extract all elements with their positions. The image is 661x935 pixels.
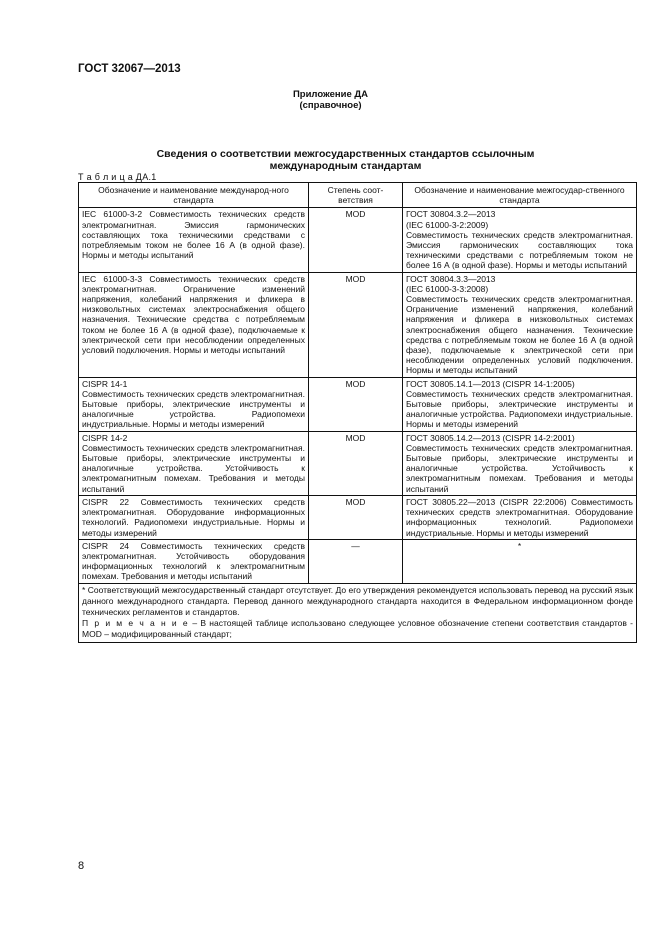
table-label: Т а б л и ц а ДА.1 [78,172,157,182]
national-ref: (IEC 61000-3-2:2009) [406,219,489,230]
note-text: – В настоящей таблице использовано следующее условное обозначение степени соответствия стандартов - MOD – модифицированный стандарт; [82,618,633,640]
document-code: ГОСТ 32067—2013 [78,63,181,75]
intl-text: Совместимость технических средств электромагнитная. Бытовые приборы, электрические инструменты и аналогичные устройства. Устойчивость к электромагнитным помехам. Требования и методы испытаний [82,442,305,494]
degree-cell: MOD [309,495,403,539]
intl-code: CISPR 14-1 [82,378,128,389]
note [82,618,633,640]
national-code: ГОСТ 30804.3.3—2013 [406,273,496,284]
degree-cell: — [309,539,403,583]
section-title-line1: Сведения о соответствии межгосударственных стандартов ссылочным [156,148,535,160]
table-footnote-row [79,583,637,642]
table-header-row [79,183,637,208]
national-text: Совместимость технических средств электромагнитная. Ограничение изменений напряжения, колебаний напряжения и фликера в низковольтных системах электроснабжения общего назначения. Технические средства с потребляемым током не более 16 А (в одной фазе), подключаемые к электрической сети при несоблюдении определенных условий подключения. Нормы и методы испытаний [406,294,633,376]
national-code: ГОСТ 30805.14.1—2013 (CISPR 14-1:2005) [406,378,575,389]
intl-text: Совместимость технических средств электромагнитная. Бытовые приборы, электрические инструменты и аналогичные устройства. Радиопомехи индустриальные. Нормы и методы измерений [82,388,305,430]
national-standard-cell [403,431,637,495]
national-standard-cell [403,272,637,377]
national-standard-cell [403,208,637,272]
table-row [79,272,637,377]
degree-cell: MOD [309,272,403,377]
appendix-subtitle: (справочное) [299,100,362,111]
table-row [79,377,637,431]
national-standard-cell: * [403,539,637,583]
section-title [0,148,661,172]
table-row [79,431,637,495]
intl-standard-cell [79,431,309,495]
column-header-degree: Степень соот-ветствия [309,183,403,208]
table-row [79,539,637,583]
standards-table [78,182,637,643]
intl-code: CISPR 14-2 [82,432,128,443]
table-footnote-cell [79,583,637,642]
degree-cell: MOD [309,208,403,272]
column-header-national: Обозначение и наименование межгосудар-ственного стандарта [403,183,637,208]
national-text: Совместимость технических средств электромагнитная. Бытовые приборы, электрические инструменты и аналогичные устройства. Устойчивость к электромагнитным помехам. Требования и методы испытаний [406,442,633,494]
intl-standard-cell: CISPR 24 Совместимость технических средств электромагнитная. Устойчивость оборудования информационных технологий к электромагнитным помехам. Требования и методы испытаний [79,539,309,583]
appendix-title: Приложение ДА [292,89,369,100]
appendix-heading [0,89,661,111]
table-row [79,208,637,272]
note-label: П р и м е ч а н и е [82,618,190,629]
national-code: ГОСТ 30804.3.2—2013 [406,209,496,220]
national-standard-cell [403,377,637,431]
page-number: 8 [78,860,85,872]
national-text: Совместимость технических средств электромагнитная. Эмиссия гармонических составляющих тока техническими средствами с потребляемым током не более 16 А (в одной фазе). Нормы и методы испытаний [406,229,633,271]
national-standard-cell: ГОСТ 30805.22—2013 (CISPR 22:2006) Совместимость технических средств электромагнитная. Оборудование информационных технологий. Радиопомехи индустриальные. Нормы и методы измерений [403,495,637,539]
intl-standard-cell: IEC 61000-3-3 Совместимость технических средств электромагнитная. Ограничение изменений напряжения, колебаний напряжения и фликера в низковольтных системах электроснабжения общего назначения. Технические средства с потребляемым током не более 16 А (в одной фазе), подключаемые к электрической сети при несоблюдении определенных условий подключения. Нормы и методы испытаний [79,272,309,377]
degree-cell: MOD [309,431,403,495]
intl-standard-cell [79,377,309,431]
intl-standard-cell: CISPR 22 Совместимость технических средств электромагнитная. Оборудование информационных технологий. Радиопомехи индустриальные. Нормы и методы измерений [79,495,309,539]
national-text: Совместимость технических средств электромагнитная. Бытовые приборы, электрические инструменты и аналогичные устройства. Радиопомехи индустриальные. Нормы и методы измерений [406,388,633,430]
intl-standard-cell: IEC 61000-3-2 Совместимость технических средств электромагнитная. Эмиссия гармонических составляющих тока техническими средствами с потребляемым током не более 16 А (в одной фазе). Нормы и методы испытаний [79,208,309,272]
table-row [79,495,637,539]
column-header-international: Обозначение и наименование международ-ного стандарта [79,183,309,208]
degree-cell: MOD [309,377,403,431]
section-title-line2: международным стандартам [269,160,422,172]
national-code: ГОСТ 30805.14.2—2013 (CISPR 14-2:2001) [406,432,575,443]
footnote-text: * Соответствующий межгосударственный стандарт отсутствует. До его утверждения рекомендуется использовать перевод на русский язык данного международного стандарта. Перевод данного международного стандарта находится в Федеральном информационном фонде технических регламентов и стандартов. [82,584,633,617]
national-ref: (IEC 61000-3-3:2008) [406,283,489,294]
